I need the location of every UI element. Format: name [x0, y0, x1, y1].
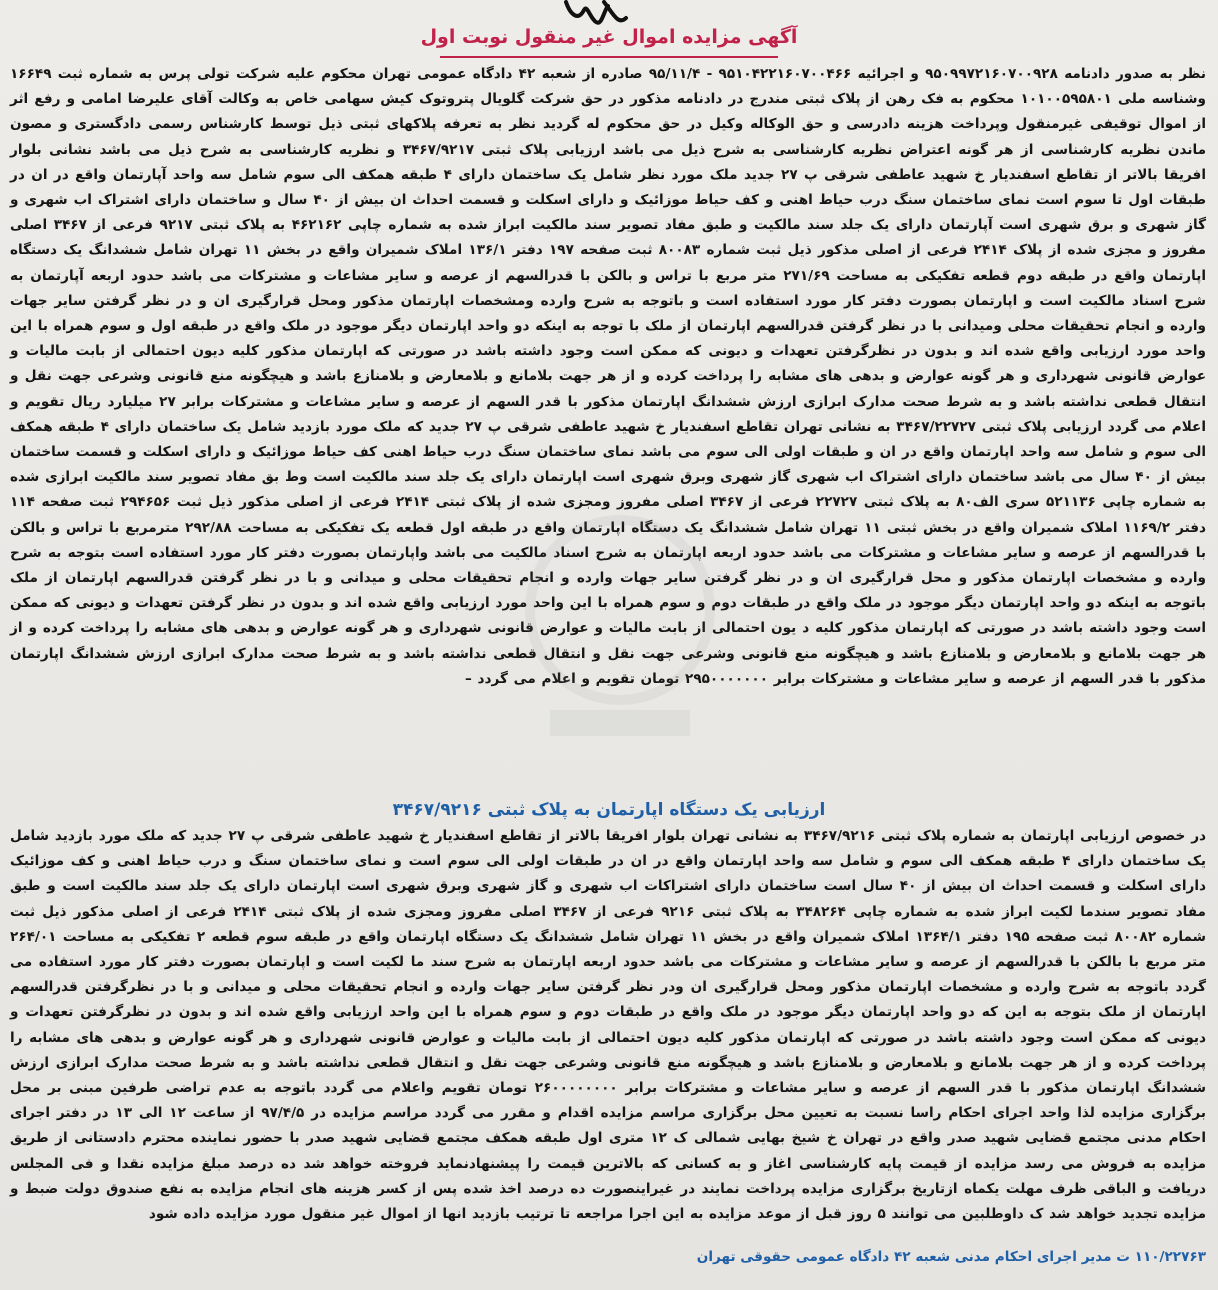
notice-footer-signature: ۱۱۰/۲۲۷۶۳ ت مدیر اجرای احکام مدنی شعبه ۴۲ دادگاه عمومی حقوقی تهران: [696, 1249, 1206, 1265]
section-heading: ارزیابی یک دستگاه اپارتمان به پلاک ثبتی ۳۴۶۷/۹۲۱۶: [392, 800, 826, 820]
notice-body-paragraph-1: نظر به صدور دادنامه ۹۵۰۹۹۷۲۱۶۰۷۰۰۹۲۸ و اجرائیه ۹۵۱۰۴۲۲۱۶۰۷۰۰۴۶۶ - ۹۵/۱۱/۴ صادره از شعبه ۴۲ دادگاه عمومی تهران محکوم علیه شرکت تولی پرس به شماره ثبت ۱۶۶۴۹ وشناسه ملی ۱۰۱۰۰۵۹۵۸۰۱ محکوم به فک رهن از پلاک ثبتی مندرج در دادنامه مذکور در حق شرکت گلویال پتروتوک کیش سهامی خاص به وکالت آقای علیرضا امامی و رفع اثر از اموال توقیفی غیرمنقول وپرداخت هزینه دادرسی و حق الوکاله وکیل در حق محکوم له گردید نظر به تعرفه پلاکهای ثبتی ذیل توسط کارشناس رسمی دادگستری و مصون ماندن نظریه کارشناسی از هر گونه اعتراض نظریه کارشناسی به شرح ذیل می باشد ارزیابی پلاک ثبتی ۳۴۶۷/۹۲۱۷ و نظریه کارشناسی به شرح ذیل می باشد نشانی بلوار افریقا بالاتر از تقاطع اسفندیار خ شهید عاطفی شرقی پ ۲۷ جدید ملک مورد نظر شامل یک ساختمان دارای ۴ طبقه همکف الی سوم شامل سه واحد آپارتمان واقع در ان در طبقات اول تا سوم است نمای ساختمان سنگ درب حیاط اهنی و کف حیاط موزائیک و دارای اسکلت و قسمت احداث ان بیش از ۴۰ سال و ساختمان دارای اشتراک اب شهری و گاز شهری و برق شهری است آپارتمان دارای یک جلد سند مالکیت و طبق مفاد تصویر سند مالکیت ابراز شده به شماره چاپی ۴۶۲۱۶۲ به پلاک ثبتی ۹۲۱۷ فرعی از ۳۴۶۷ اصلی مفروز و مجزی شده از پلاک ۲۴۱۴ فرعی از اصلی مذکور ذیل ثبت شماره ۸۰۰۸۳ ثبت صفحه ۱۹۷ دفتر ۱۳۶/۱ املاک شمیران واقع در بخش ۱۱ تهران شامل ششدانگ یک دستگاه اپارتمان واقع در طبقه دوم قطعه تفکیکی به مساحت ۲۷۱/۶۹ متر مربع با تراس و بالکن با قدرالسهم از عرصه و سایر مشاعات و مشترکات می باشد حدود اربعه آپارتمان به شرح اسناد مالکیت است و اپارتمان بصورت دفتر کار مورد استفاده است و باتوجه به شرح وارده ومشخصات اپارتمان مذکور ومحل قرارگیری ان و در نظر گرفتن سایر جهات وارده و انجام تحقیقات محلی ومیدانی با در نظر گرفتن قدرالسهم اپارتمان از ملک با توجه به اینکه دو واحد اپارتمان دیگر موجود در ملک واقع در طبقه اول و سوم همراه با این واحد مورد ارزیابی واقع شده اند و بدون در نظرگرفتن تعهدات و دیونی که ممکن است وجود داشته باشد در صورتی که اپارتمان مذکور کلیه دیون احتمالی از بابت مالیات و عوارض قانونی شهرداری و هر گونه عوارض و بدهی های مشابه را پرداخت کرده و از هر جهت بلامانع و بلامعارض و بلامنازع باشد و هیچگونه منع قانونی وشرعی جهت نقل و انتقال قطعی نداشته باشد و به شرط صحت مدارک ابرازی ارزش ششدانگ اپارتمان مذکور با قدر السهم از عرصه و سایر مشاعات و مشترکات برابر ۲۷ میلیارد ریال تقویم و اعلام می گردد ارزیابی پلاک ثبتی ۳۴۶۷/۲۲۷۲۷ به نشانی تهران تقاطع اسفندیار خ شهید عاطفی شرقی پ ۲۷ جدید که ملک مورد بازدید شامل یک ساختمان دارای ۴ طبقه همکف الی سوم و شامل سه واحد اپارتمان واقع در ان و طبقات اولی الی سوم می باشد نمای ساختمان سنگ درب حیاط اهنی کف حیاط موزائیک و دارای اسکلت و قسمت ساختمان بیش از ۴۰ سال می باشد ساختمان دارای اشتراک اب شهری گاز شهری وبرق شهری است اپارتمان دارای یک جلد سند مالکیت است وط بق مفاد تصویر سند مالکیت ابرازی شده به شماره چاپی ۵۲۱۱۳۶ سری الف۸۰ به پلاک ثبتی ۲۲۷۲۷ فرعی از ۳۴۶۷ اصلی مفروز ومجزی شده از پلاک ثبتی ۲۴۱۴ فرعی از اصلی مذکور ذیل ثبت ۲۹۴۶۵۶ ثبت صفحه ۱۱۴ دفتر ۱۱۶۹/۲ املاک شمیران واقع در بخش ثبتی ۱۱ تهران شامل ششدانگ یک دستگاه اپارتمان واقع در طبقه اول قطعه یک تفکیکی به مساحت ۲۹۲/۸۸ مترمربع با تراس و بالکن با قدرالسهم از عرصه و سایر مشاعات و مشترکات می باشد حدود اربعه اپارتمان به شرح اسناد مالکیت می باشد واپارتمان بصورت دفتر کار مورد استفاده است بتوجه به شرح وارده و مشخصات اپارتمان مذکور و محل قرارگیری ان و در نظر گرفتن سایر جهات وارده و انجام تحقیقات محلی و میدانی و با در نظر گرفتن قدرالسهم اپارتمان از ملک باتوجه به اینکه دو واحد اپارتمان دیگر موجود در ملک واقع در طبقات دوم و سوم همراه با این واحد مورد ارزیابی واقع شده اند و بدون در نظر گرفتن تعهدات و دیونی که ممکن است وجود داشته باشد در صورتی که اپارتمان مذکور کلیه د یون احتمالی از بابت مالیات و عوارض قانونی شهرداری و هر گونه عوارض و بدهی های مشابه را پرداخت کرده و از هر جهت بلامانع و بلامعارض و بلامنازع باشد و هیچگونه منع قانونی وشرعی جهت نقل و انتقال قطعی نداشته باشد و به شرط صحت مدارک ابرازی ارزش ششدانگ اپارتمان مذکور با قدر السهم از عرصه و سایر مشاعات و مشترکات برابر ۲۹۵۰۰۰۰۰۰۰ تومان تقویم و اعلام می گردد –: [10, 66, 1207, 687]
notice-title: آگهی مزایده اموال غیر منقول نوبت اول: [420, 26, 798, 48]
title-underline: [440, 56, 778, 58]
notice-body-paragraph-2: در خصوص ارزیابی اپارتمان به شماره پلاک ثبتی ۳۴۶۷/۹۲۱۶ به نشانی تهران بلوار افریقا بالاتر از تقاطع اسفندیار خ شهید عاطفی شرقی پ ۲۷ جدید که ملک مورد بازدید شامل یک ساختمان دارای ۴ طبقه همکف الی سوم و شامل سه واحد اپارتمان واقع در ان در طبقات اولی الی سوم است و نمای ساختمان سنگ و درب حیاط اهنی و کف موزائیک دارای اسکلت و قسمت احداث ان بیش از ۴۰ سال است ساختمان دارای اشتراکات اب شهری و گاز شهری وبرق شهری است اپارتمان دارای یک جلد سند مالکیت است و طبق مفاد تصویر سندما لکیت ابراز شده به شماره چاپی ۳۴۸۲۶۴ به پلاک ثبتی ۹۲۱۶ فرعی از ۳۴۶۷ اصلی مفروز ومجزی شده از پلاک ثبتی ۲۴۱۴ فرعی از اصلی مذکور ذیل ثبت شماره ۸۰۰۸۲ ثبت صفحه ۱۹۵ دفتر ۱۳۶۴/۱ املاک شمیران واقع در بخش ۱۱ تهران شامل ششدانگ یک دستگاه اپارتمان واقع در طبقه سوم قطعه ۲ تفکیکی به مساحت ۲۶۴/۰۱ متر مربع با بالکن با قدرالسهم از عرصه و سایر مشاعات و مشترکات می باشد حدود اربعه اپارتمان به شرح سند ما لکیت است و اپارتمان بصورت دفتر کار مورد استفاده می گردد باتوجه به شرح وارده و مشخصات اپارتمان مذکور ومحل قرارگیری ان ودر نظر گرفتن سایر جهات وارده و انجام تحقیقات محلی و میدانی و با در نظرگرفتن قدرالسهم اپارتمان از ملک بتوجه به این که دو واحد اپارتمان دیگر موجود در ملک واقع در طبقات دوم و سوم همراه با این واحد ارزیابی واقع شده اند و بدون در نظرگرفتن تعهدات و دیونی که ممکن است وجود داشته باشد در صورتی که اپارتمان مذکور کلیه دیون احتمالی از بابت مالیات و عوارض قانونی شهرداری و هر گونه عوارض و بدهی های مشابه را پرداخت کرده و از هر جهت بلامانع و بلامعارض و بلامنازع باشد و هیچگونه منع قانونی وشرعی جهت نقل و انتقال قطعی نداشته باشد و به شرط صحت مدارک ابرازی ارزش ششدانگ اپارتمان مذکور با قدر السهم از عرصه و سایر مشاعات و مشترکات برابر ۲۶۰۰۰۰۰۰۰۰ تومان تقویم واعلام می گردد باتوجه به عدم تراضی طرفین مبنی بر محل برگزاری مزایده لذا واحد اجرای احکام راسا نسبت به تعیین محل برگزاری مراسم مزایده اقدام و مقرر می گردد مراسم مزایده در ۹۷/۴/۵ از ساعت ۱۲ الی ۱۳ در دفتر اجرای احکام مدنی مجتمع قضایی شهید صدر واقع در تهران خ شیخ بهایی شمالی ک ۱۲ متری اول طبقه همکف مجتمع قضایی شهید صدر با حضور نماینده محترم دادستانی از طریق مزایده به فروش می رسد مزایده از قیمت پایه کارشناسی اغاز و به کسانی که بالاترین قیمت را پیشنهادنماید فروخته خواهد شد ده درصد مبلغ مزایده نقدا و فی المجلس دریافت و الباقی ظرف مهلت یکماه ازتاریخ برگزاری مزایده پرداخت نمایند در غیراینصورت ده درصد اخذ شده پس از کسر هزینه های انجام مزایده به نفع صندوق دولت ضبط و مزایده تجدید خواهد شد ک داوطلبین می توانند ۵ روز قبل از موعد مزایده به این اجرا مراجعه تا ترتیب بازدید انها از اموال غیر منقول مورد مزایده داده شود: [10, 828, 1206, 1223]
